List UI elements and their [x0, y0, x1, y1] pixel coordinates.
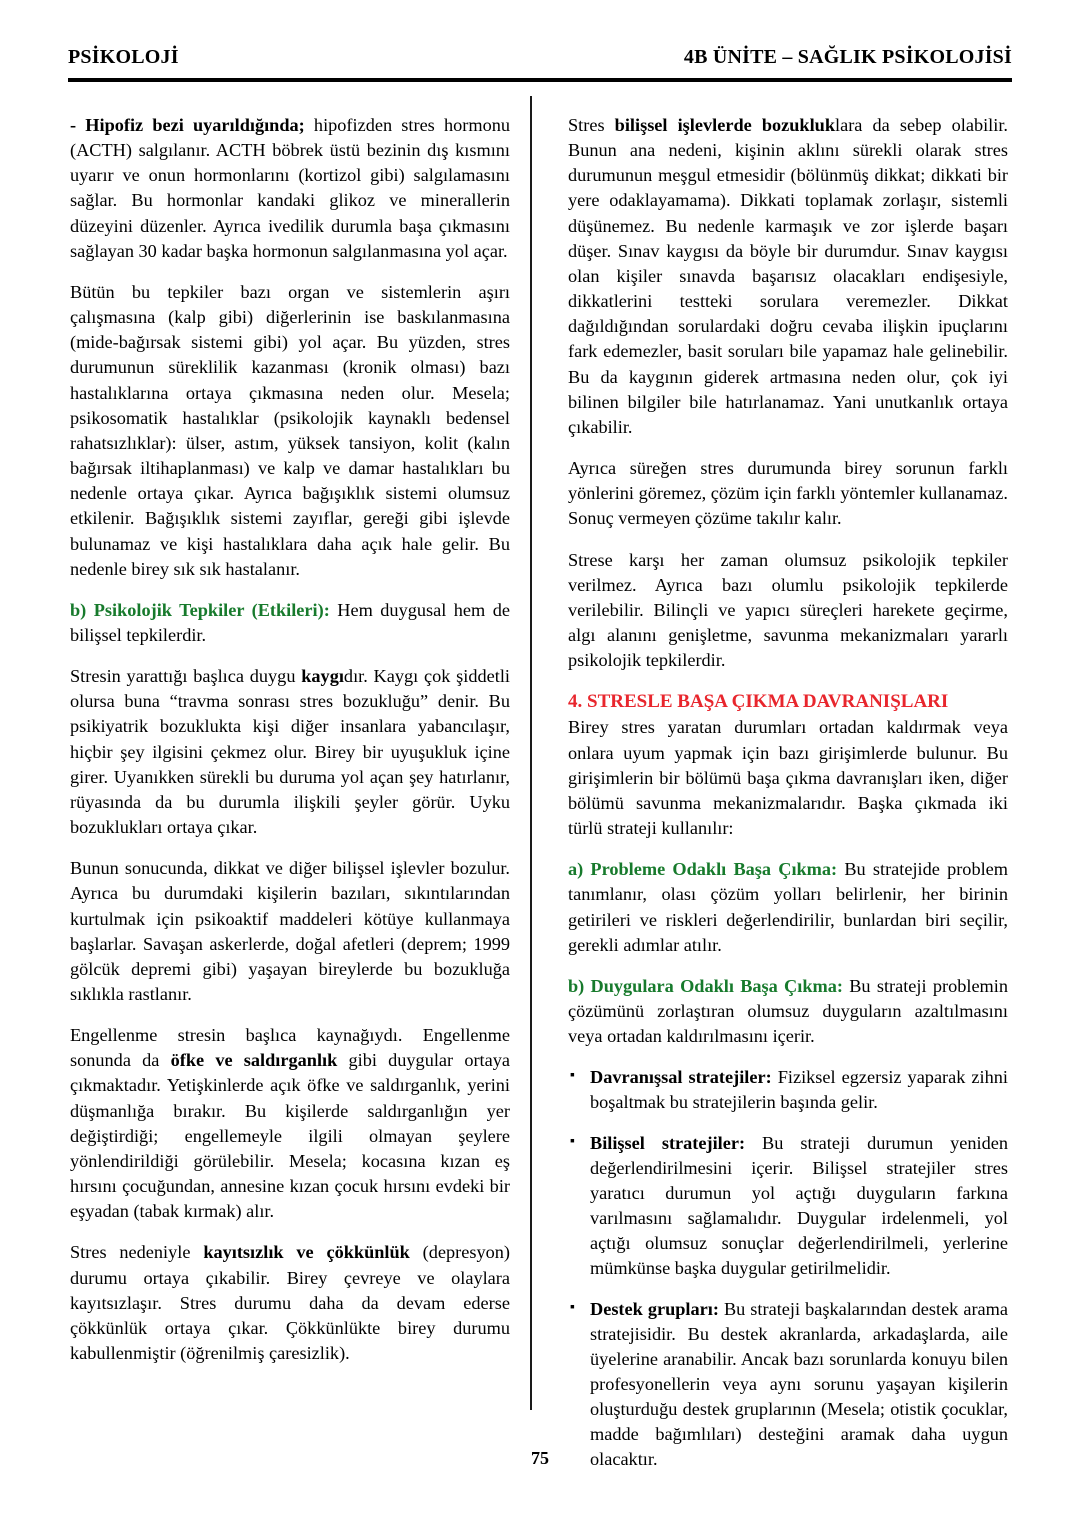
- paragraph-probleme-odakli: [568, 857, 1008, 958]
- paragraph-hipofiz: [70, 113, 510, 264]
- paragraph-engellenme: [70, 1023, 510, 1224]
- body-bilissel-a: Stres: [568, 115, 615, 135]
- list-item: [568, 1065, 1008, 1115]
- paragraph-butun-tepkiler: Bütün bu tepkiler bazı organ ve sistemlerin aşırı çalışmasına (kalp gibi) diğerlerinin ise baskılanmasına (mide-bağırsak sistemi gibi) yol açar. Bu yüzden, stres durumunun süreklilik kazanması (kronik olması) bazı hastalıklarına ortaya çıkmasına neden olur. Mesela; psikosomatik hastalıklar (psikolojik kaynaklı bedensel rahatsızlıklar): ülser, astım, yüksek tansiyon, kolit (kalın bağırsak iltihaplanması) ve kalp ve damar hastalıkları bu nedenle ortaya çıkar. Ayrıca bağışıklık sistemi olumsuz etkilenir. Bağışıklık sistemi zayıflar, gereği gibi işlevde bulunamaz ve kişi hastalıklara daha açık hale gelir. Bu nedenle birey sık sık hastalanır.: [70, 281, 510, 579]
- lead-hipofiz: - Hipofiz bezi uyarıldığında;: [70, 115, 305, 135]
- body-cokkunluk-b: (depresyon) durumu ortaya çıkabilir. Birey çevreye ve olaylara kayıtsızlaşır. Stres durumu daha da devam ederse çökkünlük ortaya çıkar. Çökkünlükte birey durumu kabullenmiştir (öğrenilmiş çaresizlik).: [70, 1242, 510, 1364]
- body-engellenme-a: Engellenme stresin başlıca kaynağıydı. Engellenme sonunda da: [70, 1025, 510, 1071]
- column-divider: [530, 96, 532, 1410]
- header-rule: [68, 78, 1012, 82]
- body-probleme-odakli: Bu stratejide problem tanımlanır, olası çözüm yolları belirlenir, her birinin getirileri ve riskleri değerlendirilir, bunlardan biri seçilir, gerekli adımlar atılır.: [568, 859, 1008, 955]
- square-bullet-icon: ▪: [570, 1299, 575, 1315]
- heading-probleme-odakli: a) Probleme Odaklı Başa Çıkma:: [568, 859, 838, 880]
- body-kaygi-b: dır. Kaygı çok şiddetli olursa buna “travma sonrası stres bozukluğu” denir. Bu psikiyatrik bozuklukta kişi diğer insanlara yabancılaşır, hiçbir şey ilgisini çekmez olur. Birey bir uyuşukluk içine girer. Uyanıkken sürekli bu duruma yol açan şey hatırlanır, rüyasında da bu durumla ilişkili şeyler görür. Uyku bozuklukları ortaya çıkar.: [70, 666, 511, 838]
- bold-kaygi: kaygı: [301, 666, 344, 687]
- list-item-lead: Destek grupları:: [590, 1298, 719, 1319]
- body-bilissel-b: lara da sebep olabilir. Bunun ana nedeni, kişinin aklını sürekli olarak stres durumunun meşgul etmesidir (bölünmüş dikkat; dikkati bir yere odaklayamama). Dikkati toplamak zorlaşır, sistemli düşünemez. Bu nedenle karmaşık ve zor işlerde başarı düşer. Sınav kaygısı da böyle bir durumdur. Sınav kaygısı olan kişiler sınavda başarısız olacakları endişesiyle, dikkatlerini testteki sorulara veremezler. Dikkat dağıldığından sorulardaki doğru cevaba ilişkin ipuçlarını fark edemezler, basit soruları bile yapamaz hale gelinebilir. Bu da kaygının giderek artmasına neden olur, çok iyi bilinen bilgiler bile hatırlanamaz. Yani unutkanlık ortaya çıkabilir.: [568, 115, 1008, 437]
- heading-psikolojik-tepkiler: b) Psikolojik Tepkiler (Etkileri):: [70, 599, 330, 620]
- heading-duygulara-odakli: b) Duygulara Odaklı Başa Çıkma:: [568, 975, 843, 996]
- bold-kayitsizlik-cokkunluk: kayıtsızlık ve çökkünlük: [203, 1242, 410, 1263]
- body-kaygi-a: Stresin yarattığı başlıca duygu: [70, 666, 302, 687]
- body-duygulara-odakli: Bu strateji problemin çözümünü zorlaştıran olumsuz duyguların azaltılmasını veya ortadan kaldırılmasını içerir.: [568, 975, 1008, 1047]
- list-item-lead: Bilişsel stratejiler:: [590, 1132, 746, 1153]
- right-column: [568, 113, 1008, 1473]
- paragraph-psikolojik-tepkiler: [70, 598, 510, 648]
- header-left-title: PSİKOLOJİ: [68, 46, 179, 68]
- paragraph-bunun-sonucunda: Bunun sonucunda, dikkat ve diğer bilişsel işlevler bozulur. Ayrıca bu durumdaki kişilerin bazıları, sıkıntılarından kurtulmak için psikoaktif maddeleri kötüye kullanmaya başlarlar. Savaşan askerlerde, doğal afetleri (deprem; 1999 gölcük depremi gibi) yaşayan bireylerde bu bozukluğa sıklıkla rastlanır.: [70, 858, 510, 1004]
- paragraph-olumlu-tepkiler: Strese karşı her zaman olumsuz psikolojik tepkiler verilmez. Ayrıca bazı olumlu psikolojik tepkilerde verilebilir. Bilinçli ve yapıcı süreçleri harekete geçirme, algı alanını genişletme, savunma mekanizmaları yararlı psikolojik tepkilerdir.: [568, 549, 1008, 671]
- list-item: [568, 1131, 1008, 1282]
- list-item-body: Bu strateji başkalarından destek arama stratejisidir. Bu destek akranlarda, arkadaşlarda, aile üyelerine aranabilir. Ancak bazı sorunlarda konuyu bilen profesyonellerin veya aynı sorunu yaşayan kişilerin oluşturduğu destek gruplarının (Mesela; otistik çocuklar, madde bağımlıları) desteğini aramak daha uygun olacaktır.: [590, 1298, 1008, 1470]
- paragraph-basa-cikma-intro: Birey stres yaratan durumları ortadan kaldırmak veya onlara uyum yapmak için bazı girişimlerde bulunur. Bu girişimlerin bir bölümü başa çıkma davranışları iken, diğer bölümü savunma mekanizmalarıdır. Başka çıkmada iki türlü strateji kullanılır:: [568, 717, 1008, 839]
- square-bullet-icon: ▪: [570, 1068, 575, 1084]
- list-item: [568, 1297, 1008, 1473]
- page-number: 75: [531, 1448, 549, 1468]
- list-item-body: Fiziksel egzersiz yaparak zihni boşaltmak bu stratejilerin başında gelir.: [590, 1067, 1008, 1113]
- list-item-lead: Davranışsal stratejiler:: [590, 1067, 772, 1088]
- list-item-body: Bu strateji durumun yeniden değerlendirilmesini içerir. Bilişsel stratejiler stres yaratıcı durumun yol açtığı duyguların farkına varılmasını sağlamalıdır. Duygular irdelenmeli, yol açtığı olumsuz sonuçlar değerlendirilmeli, yerlerine mümkünse başka duygular getirilmelidir.: [590, 1132, 1008, 1279]
- paragraph-duygulara-odakli: [568, 974, 1008, 1049]
- section-heading-4: [568, 689, 1008, 715]
- header-right-title: 4B ÜNİTE – SAĞLIK PSİKOLOJİSİ: [683, 46, 1012, 68]
- paragraph-bilissel-bozukluk: [568, 113, 1008, 440]
- page-header: [68, 46, 1012, 69]
- bold-ofke-saldirganlik: öfke ve saldırganlık: [170, 1050, 338, 1071]
- section-heading-text: 4. STRESLE BAŞA ÇIKMA DAVRANIŞLARI: [568, 691, 949, 713]
- bold-bilissel-islevlerde-bozukluk: bilişsel işlevlerde bozukluk: [614, 115, 836, 135]
- left-column: [70, 113, 510, 1366]
- body-psikolojik-tepkiler: Hem duygusal hem de bilişsel tepkilerdir.: [70, 599, 510, 645]
- square-bullet-icon: ▪: [570, 1133, 575, 1149]
- paragraph-cokkunluk: [70, 1240, 510, 1366]
- body-cokkunluk-a: Stres nedeniyle: [70, 1242, 204, 1263]
- paragraph-suregen-stres: Ayrıca süreğen stres durumunda birey sorunun farklı yönlerini göremez, çözüm için farklı yöntemler kullanamaz. Sonuç vermeyen çözüme takılır kalır.: [568, 458, 1008, 529]
- paragraph-kaygi: [70, 664, 510, 840]
- body-engellenme-b: gibi duygular ortaya çıkmaktadır. Yetişkinlerde açık öfke ve saldırganlık, yerini düşmanlığa bırakır. Bu kişilerde saldırganlığın yer değiştirdiği; engellemeyle ilgili olmayan şeylere yönlendirildiği görülebilir. Mesela; kocasına kızan eş hırsını çocuğundan, annesine kızan çocuk hırsını evdeki bir eşyadan (tabak kırmak) alır.: [70, 1050, 510, 1222]
- strategy-bullet-list: [568, 1065, 1008, 1472]
- body-hipofiz: hipofizden stres hormonu (ACTH) salgılanır. ACTH böbrek üstü bezinin dış kısmını uyarır ve onun hormonlarını (kortizol gibi) salgılamasını sağlar. Bu hormonlar kandaki glikoz ve minerallerin düzeyini düzenler. Ayrıca ivedilik durumla başa çıkmasını sağlayan 30 kadar başka hormonun salgılanmasına yol açar.: [70, 115, 510, 261]
